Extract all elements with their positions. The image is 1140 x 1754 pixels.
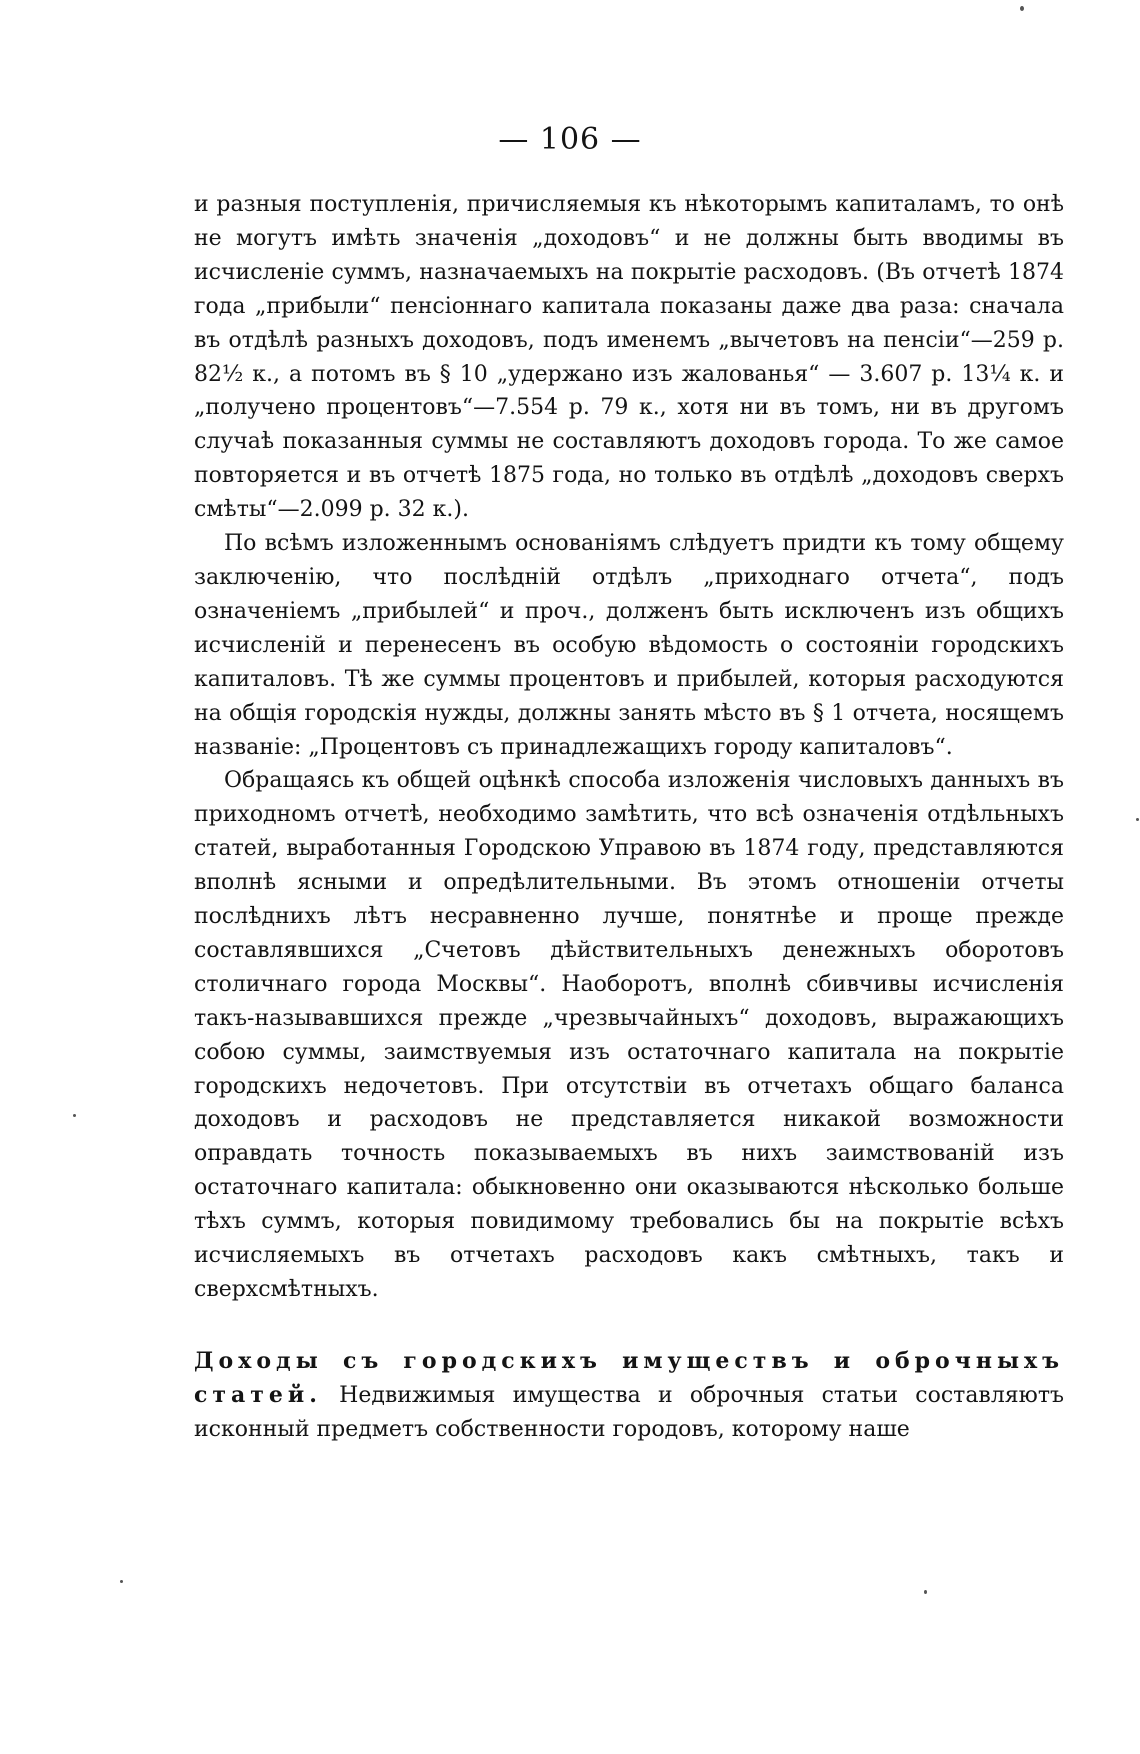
section-text: Недвижимыя имущества и оброчныя статьи составляютъ исконный предметъ собственности городовъ, которому наше	[194, 1382, 1064, 1442]
paragraph-conclusion: По всѣмъ изложеннымъ основаніямъ слѣдуетъ придти къ тому общему заключенію, что послѣдній отдѣлъ „приходнаго отчета“, подъ означеніемъ „прибылей“ и проч., долженъ быть исключенъ изъ общихъ исчисленій и перенесенъ въ особую вѣдомость о состояніи городскихъ капиталовъ. Тѣ же суммы процентовъ и прибылей, которыя расходуются на общія городскія нужды, должны занять мѣсто въ § 1 отчета, носящемъ названіе: „Процентовъ съ принадлежащихъ городу капиталовъ“.	[194, 531, 1064, 760]
scan-speck	[924, 1590, 927, 1594]
paragraph-assessment: Обращаясь къ общей оцѣнкѣ способа изложенія числовыхъ данныхъ въ приходномъ отчетѣ, необходимо замѣтить, что всѣ означенія отдѣльныхъ статей, выработанныя Городскою Управою въ 1874 году, представляются вполнѣ ясными и опредѣлительными. Въ этомъ отношеніи отчеты послѣднихъ лѣтъ несравненно лучше, понятнѣе и проще прежде составлявшихся „Счетовъ дѣйствительныхъ денежныхъ оборотовъ столичнаго города Москвы“. Наоборотъ, вполнѣ сбивчивы исчисленія такъ-называвшихся прежде „чрезвычайныхъ“ доходовъ, выражающихъ собою суммы, заимствуемыя изъ остаточнаго капитала на покрытіе городскихъ недочетовъ. При отсутствіи въ отчетахъ общаго баланса доходовъ и расходовъ не представляется никакой возможности оправдать точность показываемыхъ въ нихъ заимствованій изъ остаточнаго капитала: обыкновенно они оказываются нѣсколько больше тѣхъ суммъ, которыя повидимому требовались бы на покрытіе всѣхъ исчисляемыхъ въ отчетахъ расходовъ какъ смѣтныхъ, такъ и сверхсмѣтныхъ.	[194, 768, 1064, 1302]
paragraph-continuation: и разныя поступленія, причисляемыя къ нѣкоторымъ капиталамъ, то онѣ не могутъ имѣть значенія „доходовъ“ и не должны быть вводимы въ исчисленіе суммъ, назначаемыхъ на покрытіе расходовъ. (Въ отчетѣ 1874 года „прибыли“ пенсіоннаго капитала показаны даже два раза: сначала въ отдѣлѣ разныхъ доходовъ, подъ именемъ „вычетовъ на пенсіи“—259 р. 82½ к., а потомъ въ § 10 „удержано изъ жалованья“ — 3.607 р. 13¼ к. и „получено процентовъ“—7.554 р. 79 к., хотя ни въ томъ, ни въ другомъ случаѣ показанныя суммы не составляютъ доходовъ города. То же самое повторяется и въ отчетѣ 1875 года, но только въ отдѣлѣ „доходовъ сверхъ смѣты“—2.099 р. 32 к.).	[194, 192, 1064, 523]
section-heading: Доходы съ городскихъ имуществъ и оброчныхъ статей.	[194, 1347, 1064, 1408]
scan-speck	[73, 1114, 76, 1117]
body-text	[194, 188, 1064, 1447]
page-number: — 106 —	[498, 122, 642, 157]
scan-speck	[120, 1580, 123, 1583]
scan-speck	[1136, 818, 1139, 821]
scan-speck	[1020, 6, 1024, 11]
section-paragraph	[194, 1345, 1064, 1447]
